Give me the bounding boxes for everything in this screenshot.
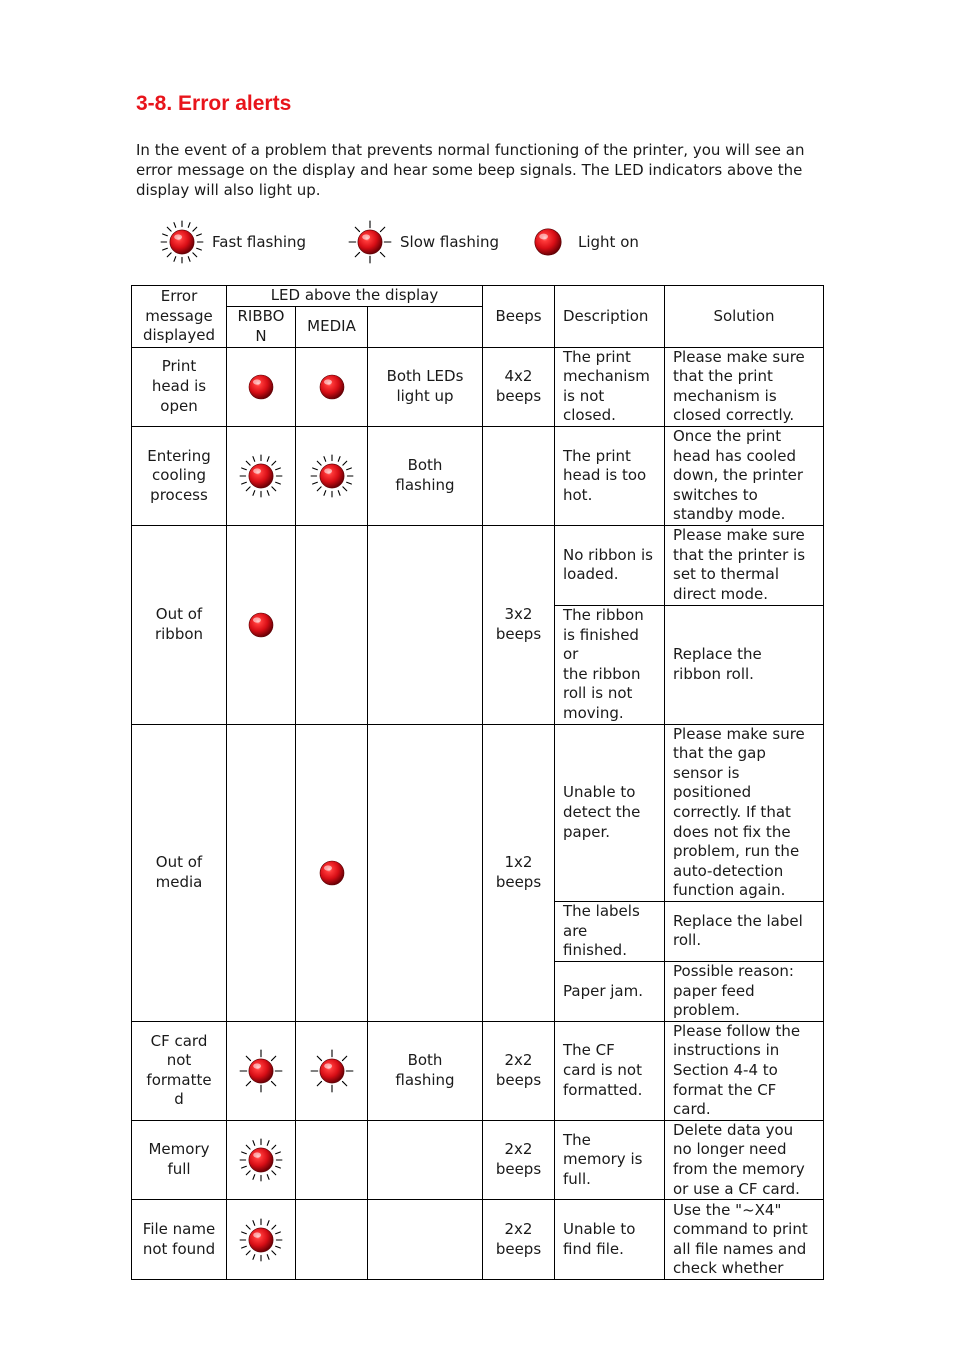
table-row (132, 525, 824, 605)
media-led (296, 525, 368, 724)
header-error: Error message displayed (132, 286, 227, 348)
fast-flashing-led-icon (239, 1218, 283, 1262)
solution: Replace the ribbon roll. (665, 605, 824, 724)
beeps (483, 426, 555, 525)
led-status (368, 1120, 483, 1199)
fast-flashing-led-icon (160, 220, 204, 264)
header-ribbon: RIBBO N (227, 306, 296, 347)
legend-slow (348, 220, 499, 264)
solution: Please make sure that the printer is set to thermal direct mode. (665, 525, 824, 605)
error-alerts-table (131, 285, 824, 1280)
ribbon-led (227, 1200, 296, 1280)
slow-flashing-led-icon (239, 1049, 283, 1093)
solution: Please follow the instructions in Section 4-4 to format the CF card. (665, 1021, 824, 1120)
fast-flashing-led-icon (239, 454, 283, 498)
fast-flashing-led-icon (310, 454, 354, 498)
slow-flashing-led-icon (348, 220, 392, 264)
table-row (132, 347, 824, 426)
table-row (132, 1021, 824, 1120)
ribbon-led (227, 525, 296, 724)
beeps: 3x2 beeps (483, 525, 555, 724)
table-header-row (132, 286, 824, 307)
header-solution: Solution (665, 286, 824, 348)
legend-on (526, 220, 639, 264)
table-row (132, 426, 824, 525)
led-on-icon (312, 853, 352, 893)
description: The print head is too hot. (555, 426, 665, 525)
media-led (296, 1120, 368, 1199)
description: The memory is full. (555, 1120, 665, 1199)
solution: Please make sure that the print mechanism is closed correctly. (665, 347, 824, 426)
ribbon-led (227, 426, 296, 525)
media-led (296, 724, 368, 1021)
legend-fast-label: Fast flashing (212, 233, 307, 251)
led-legend (0, 220, 954, 264)
description: Unable to detect the paper. (555, 724, 665, 901)
error-message: Out of ribbon (132, 525, 227, 724)
led-on-icon (312, 367, 352, 407)
led-on-icon (241, 367, 281, 407)
led-on-icon (241, 605, 281, 645)
header-beeps: Beeps (483, 286, 555, 348)
beeps: 2x2 beeps (483, 1021, 555, 1120)
solution: Once the print head has cooled down, the printer switches to standby mode. (665, 426, 824, 525)
table-row (132, 724, 824, 901)
error-message: Entering cooling process (132, 426, 227, 525)
beeps: 2x2 beeps (483, 1200, 555, 1280)
led-status: Both LEDs light up (368, 347, 483, 426)
ribbon-led (227, 347, 296, 426)
media-led (296, 347, 368, 426)
description: The print mechanism is not closed. (555, 347, 665, 426)
description: Paper jam. (555, 961, 665, 1021)
header-media: MEDIA (296, 306, 368, 347)
solution: Possible reason: paper feed problem. (665, 961, 824, 1021)
beeps: 1x2 beeps (483, 724, 555, 1021)
error-message: CF card not formatte d (132, 1021, 227, 1120)
legend-fast (160, 220, 306, 264)
ribbon-led (227, 1021, 296, 1120)
table-row (132, 1200, 824, 1280)
description: Unable to find file. (555, 1200, 665, 1280)
led-status: Both flashing (368, 1021, 483, 1120)
legend-on-label: Light on (578, 233, 639, 251)
description: The ribbon is finished or the ribbon roll is not moving. (555, 605, 665, 724)
led-status (368, 525, 483, 724)
led-status: Both flashing (368, 426, 483, 525)
media-led (296, 426, 368, 525)
solution: Please make sure that the gap sensor is positioned correctly. If that does not fix the problem, run the auto-detection function again. (665, 724, 824, 901)
error-message: Print head is open (132, 347, 227, 426)
error-message: File name not found (132, 1200, 227, 1280)
beeps: 4x2 beeps (483, 347, 555, 426)
media-led (296, 1200, 368, 1280)
header-led-status (368, 306, 483, 347)
intro-paragraph: In the event of a problem that prevents normal functioning of the printer, you will see an error message on the display and hear some beep signals. The LED indicators above the display will also light up. (136, 141, 805, 199)
led-status (368, 724, 483, 1021)
description: The labels are finished. (555, 901, 665, 961)
solution: Replace the label roll. (665, 901, 824, 961)
solution: Use the "~X4" command to print all file names and check whether (665, 1200, 824, 1280)
slow-flashing-led-icon (310, 1049, 354, 1093)
ribbon-led (227, 724, 296, 1021)
media-led (296, 1021, 368, 1120)
description: No ribbon is loaded. (555, 525, 665, 605)
error-message: Out of media (132, 724, 227, 1021)
table-row (132, 1120, 824, 1199)
header-description: Description (555, 286, 665, 348)
solution: Delete data you no longer need from the memory or use a CF card. (665, 1120, 824, 1199)
description: The CF card is not formatted. (555, 1021, 665, 1120)
error-message: Memory full (132, 1120, 227, 1199)
led-on-icon (526, 220, 570, 264)
legend-slow-label: Slow flashing (400, 233, 500, 251)
section-title: 3-8. Error alerts (136, 92, 292, 115)
beeps: 2x2 beeps (483, 1120, 555, 1199)
header-led: LED above the display (227, 286, 483, 307)
ribbon-led (227, 1120, 296, 1199)
fast-flashing-led-icon (239, 1138, 283, 1182)
led-status (368, 1200, 483, 1280)
